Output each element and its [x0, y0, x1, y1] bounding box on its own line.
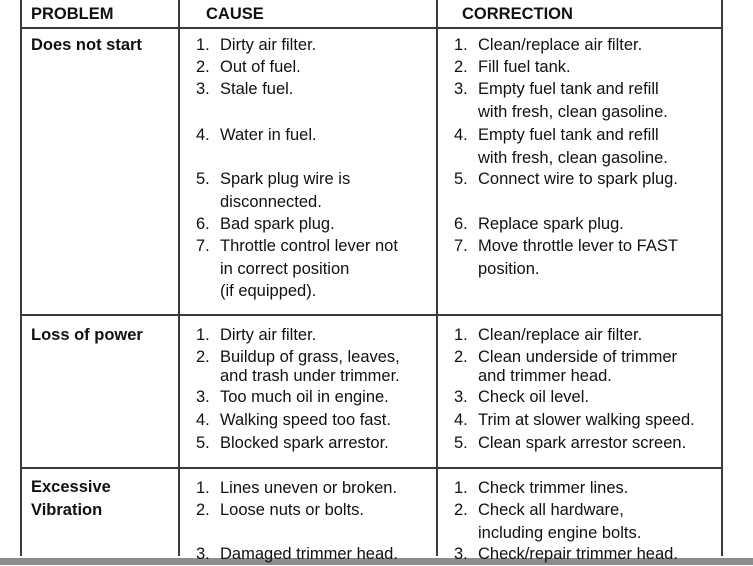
- item-number: 6.: [196, 215, 210, 233]
- item-number: 1.: [454, 326, 468, 344]
- item-number: 7.: [454, 237, 468, 255]
- item-text: Empty fuel tank and refill with fresh, clean gasoline.: [478, 80, 668, 121]
- row-divider: [20, 314, 722, 316]
- item-text: Blocked spark arrestor.: [220, 434, 389, 452]
- column-divider-correction: [436, 0, 438, 556]
- item-text: Connect wire to spark plug.: [478, 170, 678, 188]
- item-text: Lines uneven or broken.: [220, 479, 398, 497]
- item-number: 2.: [196, 348, 210, 366]
- item-number: 3.: [454, 545, 468, 563]
- item-text: Out of fuel.: [220, 58, 301, 76]
- item-text: Check/repair trimmer head.: [478, 545, 678, 563]
- item-text: Clean underside of trimmer and trimmer head.: [478, 348, 677, 385]
- item-number: 1.: [196, 36, 210, 54]
- item-text: Walking speed too fast.: [220, 411, 391, 429]
- item-number: 2.: [454, 58, 468, 76]
- item-number: 3.: [454, 388, 468, 406]
- item-text: Stale fuel.: [220, 80, 294, 98]
- item-number: 7.: [196, 237, 210, 255]
- header-cause: CAUSE: [206, 5, 264, 23]
- problem-label: Loss of power: [31, 326, 143, 344]
- item-number: 3.: [196, 80, 210, 98]
- item-text: Loose nuts or bolts.: [220, 501, 365, 519]
- item-number: 2.: [454, 348, 468, 366]
- item-text: Check all hardware, including engine bolts.: [478, 501, 642, 542]
- item-text: Move throttle lever to FAST position.: [478, 237, 678, 278]
- item-text: Water in fuel.: [220, 126, 317, 144]
- item-number: 1.: [196, 326, 210, 344]
- problem-cell: [31, 324, 143, 347]
- header-problem: PROBLEM: [31, 5, 114, 23]
- problem-cell: [31, 34, 142, 57]
- problem-label: Does not start: [31, 36, 142, 54]
- item-number: 6.: [454, 215, 468, 233]
- item-number: 4.: [196, 126, 210, 144]
- item-number: 3.: [196, 545, 210, 563]
- item-number: 2.: [454, 501, 468, 519]
- item-number: 4.: [196, 411, 210, 429]
- item-number: 3.: [196, 388, 210, 406]
- problem-label: Vibration: [31, 500, 103, 519]
- item-number: 4.: [454, 126, 468, 144]
- problem-cell: [31, 476, 111, 521]
- item-text: Buildup of grass, leaves, and trash under trimmer.: [220, 348, 400, 385]
- item-text: Empty fuel tank and refill with fresh, clean gasoline.: [478, 126, 668, 167]
- item-number: 5.: [196, 434, 210, 452]
- item-text: Clean spark arrestor screen.: [478, 434, 687, 452]
- item-text: Spark plug wire is disconnected.: [220, 170, 351, 211]
- item-number: 5.: [454, 170, 468, 188]
- item-text: Throttle control lever not in correct position (if equipped).: [220, 237, 398, 300]
- table-border-right: [721, 0, 723, 556]
- item-number: 2.: [196, 501, 210, 519]
- item-text: Replace spark plug.: [478, 215, 624, 233]
- item-text: Dirty air filter.: [220, 326, 317, 344]
- item-text: Clean/replace air filter.: [478, 36, 643, 54]
- item-text: Check oil level.: [478, 388, 589, 406]
- item-text: Fill fuel tank.: [478, 58, 571, 76]
- item-number: 5.: [196, 170, 210, 188]
- item-text: Dirty air filter.: [220, 36, 317, 54]
- problem-label: Excessive: [31, 478, 111, 496]
- table-border-left: [20, 0, 22, 556]
- item-text: Clean/replace air filter.: [478, 326, 643, 344]
- header-correction: CORRECTION: [462, 5, 573, 23]
- item-number: 5.: [454, 434, 468, 452]
- item-number: 1.: [454, 36, 468, 54]
- item-text: Check trimmer lines.: [478, 479, 629, 497]
- header-divider: [20, 27, 722, 29]
- item-text: Damaged trimmer head.: [220, 545, 398, 563]
- item-number: 1.: [196, 479, 210, 497]
- item-number: 3.: [454, 80, 468, 98]
- column-divider-cause: [178, 0, 180, 556]
- item-number: 2.: [196, 58, 210, 76]
- item-number: 1.: [454, 479, 468, 497]
- item-text: Trim at slower walking speed.: [478, 411, 695, 429]
- item-number: 4.: [454, 411, 468, 429]
- row-divider: [20, 467, 722, 469]
- item-text: Bad spark plug.: [220, 215, 335, 233]
- item-text: Too much oil in engine.: [220, 388, 389, 406]
